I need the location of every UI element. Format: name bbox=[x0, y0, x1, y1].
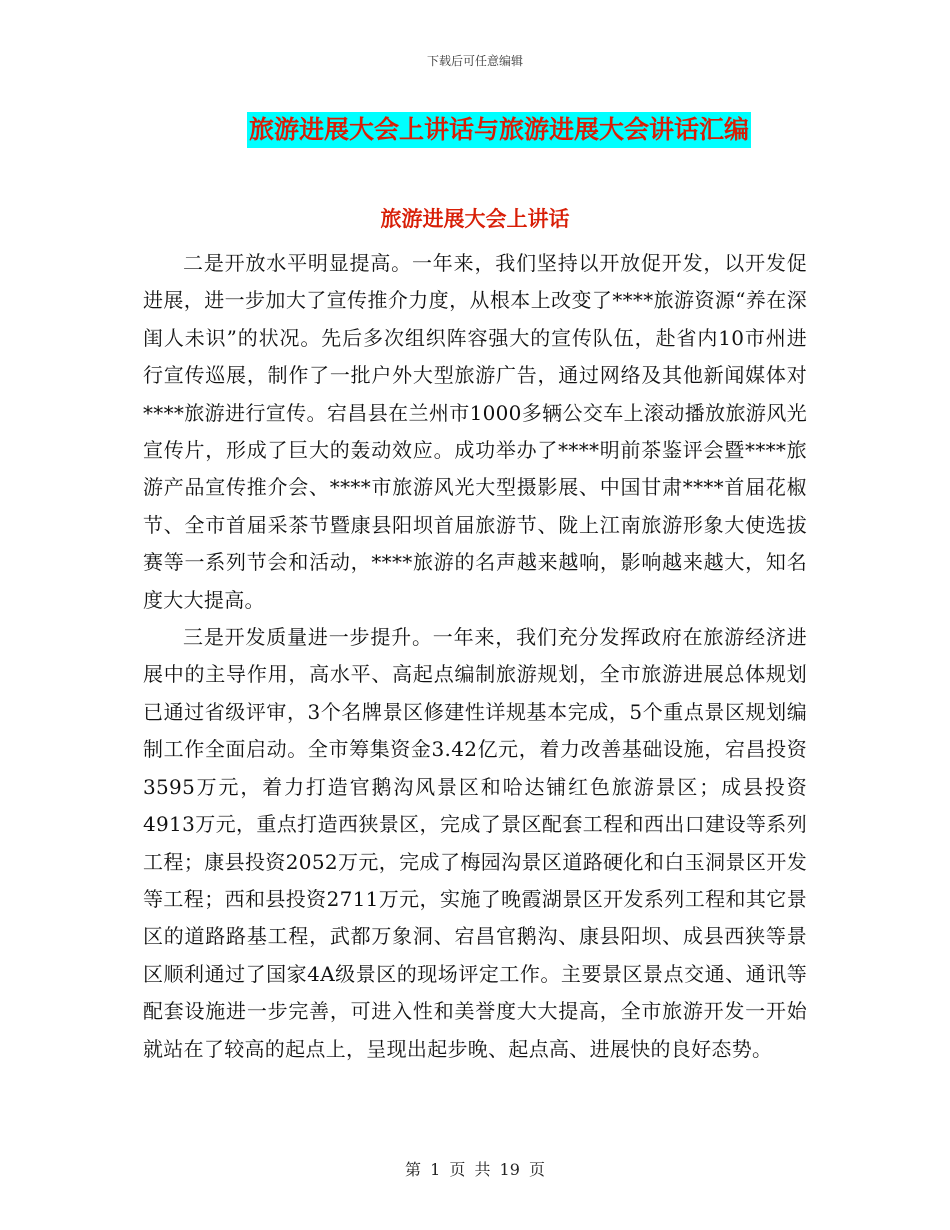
paragraph: 二是开放水平明显提高。一年来，我们坚持以开放促开发，以开发促进展，进一步加大了宣传推介力度，从根本上改变了****旅游资源“养在深闺人未识”的状况。先后多次组织阵容强大的宣传队伍，赴省内10市州进行宣传巡展，制作了一批户外大型旅游广告，通过网络及其他新闻媒体对****旅游进行宣传。宕昌县在兰州市1000多辆公交车上滚动播放旅游风光宣传片，形成了巨大的轰动效应。成功举办了****明前茶鉴评会暨****旅游产品宣传推介会、****市旅游风光大型摄影展、中国甘肃****首届花椒节、全市首届采茶节暨康县阳坝首届旅游节、陇上江南旅游形象大使选拔赛等一系列节会和活动，****旅游的名声越来越响，影响越来越大，知名度大大提高。 bbox=[143, 251, 807, 612]
highlighted-title-text: 旅游进展大会上讲话与旅游进展大会讲话汇编 bbox=[247, 112, 751, 148]
document-sub-title: 旅游进展大会上讲话 bbox=[380, 206, 570, 231]
page-number-footer: 第 1 页 共 19 页 bbox=[405, 1160, 545, 1179]
paragraph: 三是开发质量进一步提升。一年来，我们充分发挥政府在旅游经济进展中的主导作用，高水平、高起点编制旅游规划，全市旅游进展总体规划已通过省级评审，3个名牌景区修建性详规基本完成，5个重点景区规划编制工作全面启动。全市筹集资金3.42亿元，着力改善基础设施，宕昌投资3595万元，着力打造官鹅沟风景区和哈达铺红色旅游景区；成县投资4913万元，重点打造西狭景区，完成了景区配套工程和西出口建设等系列工程；康县投资2052万元，完成了梅园沟景区道路硬化和白玉洞景区开发等工程；西和县投资2711万元，实施了晚霞湖景区开发系列工程和其它景区的道路路基工程，武都万象洞、宕昌官鹅沟、康县阳坝、成县西狭等景区顺利通过了国家4A级景区的现场评定工作。主要景区景点交通、通讯等配套设施进一步完善，可进入性和美誉度大大提高，全市旅游开发一开始就站在了较高的起点上，呈现出起步晚、起点高、进展快的良好态势。 bbox=[143, 625, 807, 1061]
document-body bbox=[143, 245, 807, 1068]
page-header-note: 下载后可任意编辑 bbox=[426, 54, 523, 68]
document-main-title bbox=[0, 112, 950, 148]
